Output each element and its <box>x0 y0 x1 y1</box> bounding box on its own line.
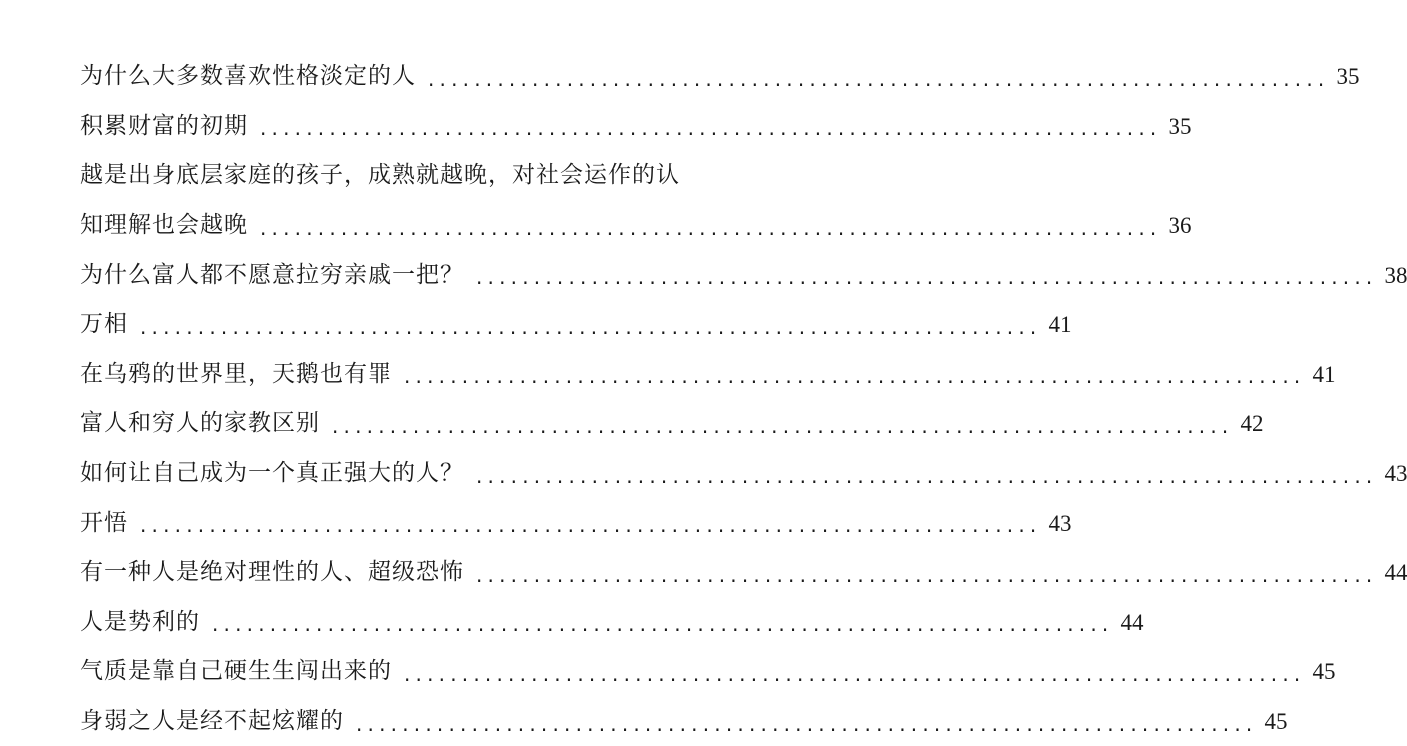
toc-entry[interactable] <box>80 697 1288 746</box>
toc-entry[interactable] <box>80 399 1264 449</box>
toc-entry-title: 积累财富的初期 <box>80 112 248 139</box>
toc-entry[interactable] <box>80 52 1360 102</box>
toc-entry-page: 43 <box>1048 510 1072 536</box>
toc-entry-title: 开悟 <box>80 509 128 536</box>
toc-entry-page: 38 <box>1384 262 1407 288</box>
toc-leader-dots: .............................................................................. <box>140 314 1042 339</box>
toc-entry-title: 富人和穷人的家教区别 <box>80 410 320 437</box>
toc-leader-dots: .............................................................................. <box>476 463 1378 488</box>
toc-entry-title: 有一种人是绝对理性的人、超级恐怖 <box>80 559 464 586</box>
toc-entry-page: 35 <box>1336 64 1360 90</box>
toc-leader-dots: .............................................................................. <box>260 215 1162 240</box>
toc-leader-dots: .............................................................................. <box>428 66 1330 91</box>
toc-leader-dots: .............................................................................. <box>476 562 1378 587</box>
toc-entry[interactable] <box>80 647 1336 697</box>
toc-leader-dots: .............................................................................. <box>140 513 1042 538</box>
toc-leader-dots: .............................................................................. <box>332 413 1234 438</box>
toc-entry-page: 36 <box>1168 213 1192 239</box>
toc-entry[interactable] <box>80 151 1192 250</box>
toc-entry[interactable] <box>80 598 1144 648</box>
toc-entry-title: 气质是靠自己硬生生闯出来的 <box>80 658 392 685</box>
toc-entry-title: 如何让自己成为一个真正强大的人？ <box>80 460 464 487</box>
toc-entry-page: 44 <box>1120 609 1144 635</box>
toc-entry[interactable] <box>80 548 1407 598</box>
toc-entry-page: 41 <box>1048 312 1072 338</box>
toc-entry-title: 万相 <box>80 311 128 338</box>
toc-entry[interactable] <box>80 498 1072 548</box>
toc-entry-page: 35 <box>1168 113 1192 139</box>
toc-entry-title: 为什么大多数喜欢性格淡定的人 <box>80 63 416 90</box>
toc-leader-dots: .............................................................................. <box>476 265 1378 290</box>
toc-entry-title: 为什么富人都不愿意拉穷亲戚一把？ <box>80 261 464 288</box>
toc-entry-page: 44 <box>1384 560 1407 586</box>
toc-leader-dots: .............................................................................. <box>404 661 1306 686</box>
toc-entry-title: 知理解也会越晚 <box>80 212 248 239</box>
toc-leader-dots: .............................................................................. <box>404 364 1306 389</box>
toc-entry[interactable] <box>80 300 1072 350</box>
toc-entry[interactable] <box>80 250 1407 300</box>
toc-entry-title: 身弱之人是经不起炫耀的 <box>80 708 344 735</box>
toc-entry[interactable] <box>80 102 1192 152</box>
toc-entry-page: 43 <box>1384 461 1407 487</box>
toc-entry-title-line1: 越是出身底层家庭的孩子，成熟就越晚，对社会运作的认 <box>80 162 680 189</box>
toc-leader-dots: .............................................................................. <box>356 711 1258 736</box>
toc-entry-page: 42 <box>1240 411 1264 437</box>
toc-entry[interactable] <box>80 350 1336 400</box>
toc-entry[interactable] <box>80 449 1407 499</box>
toc-entry-page: 45 <box>1312 659 1336 685</box>
table-of-contents <box>80 52 1407 746</box>
toc-entry-page: 45 <box>1264 709 1288 735</box>
toc-entry-title: 在乌鸦的世界里，天鹅也有罪 <box>80 360 392 387</box>
toc-leader-dots: .............................................................................. <box>260 116 1162 141</box>
toc-leader-dots: .............................................................................. <box>212 612 1114 637</box>
toc-entry-title: 人是势利的 <box>80 608 200 635</box>
toc-entry-page: 41 <box>1312 361 1336 387</box>
